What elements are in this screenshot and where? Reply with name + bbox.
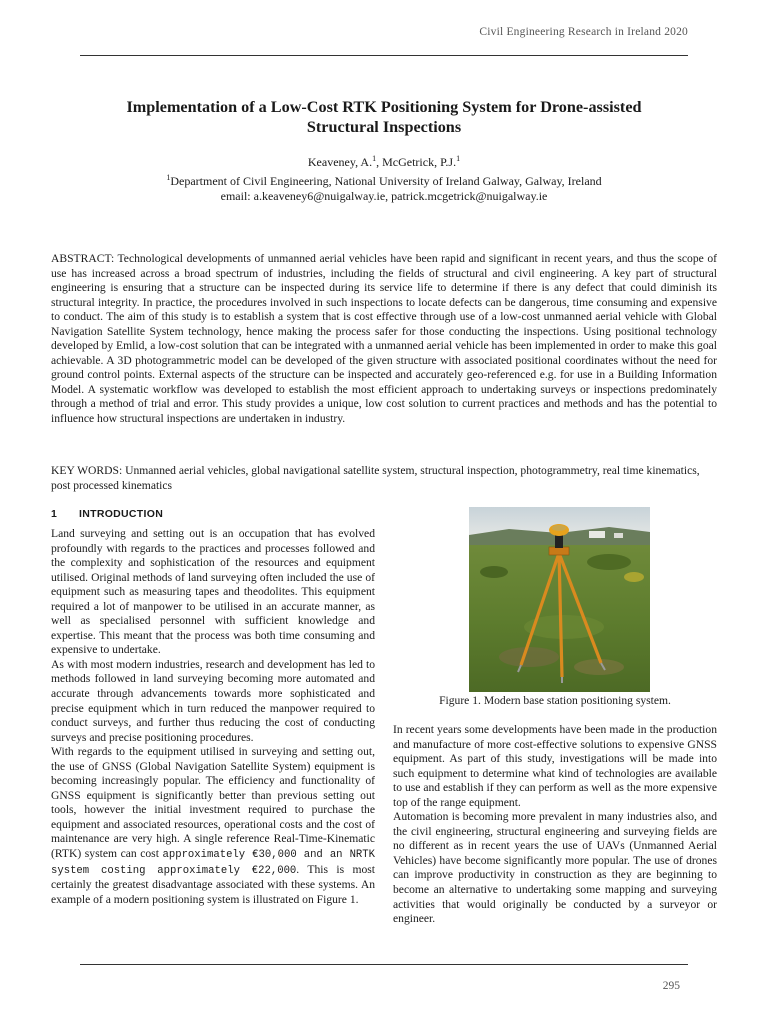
running-header: Civil Engineering Research in Ireland 2020 [479,26,688,38]
intro-paragraph-1: Land surveying and setting out is an occupation that has evolved profoundly with regards to the practices and processes followed and the complexity and sophistication of the resources and equipment utilised. Original methods of land surveying often included the use of equipment such as measuring tapes and theodolites. This equipment required a lot of manpower to be utilised in an accurate manner, as well as specialised personnel with sufficient knowledge and expertise. This meant that the process was both time consuming and expensive to undertake. [51,527,375,657]
intro-paragraph-5: Automation is becoming more prevalent in many industries also, and the civil engineering, structural engineering and surveying fields are no different as in recent years the use of UAVs (Unmanned Aerial Vehicles) have become significantly more popular. The use of drones can improve productivity in construction as they are beginning to become an alternative to undertaking some mapping and surveying activities that would originally be conducted by a surveyor or engineer. [393,810,717,926]
right-column [393,723,717,927]
section-heading [51,508,163,520]
p3-end: . This is most certainly the greatest disadvantage associated with these systems. An example of a modern positioning system is illustrated on Figure 1. [51,862,375,906]
author-second: , McGetrick, P.J. [376,155,457,169]
abstract: ABSTRACT: Technological developments of unmanned aerial vehicles have been rapid and significant in recent years, and thus the scope of use has increased across a broad spectrum of industries, including the fields of structural and civil engineering. A key part of structural engineering is ensuring that a structure can be inspected during its service life to determine if there is any defect that could diminish its structural integrity. In practice, the procedures involved in such inspections to locate defects can be dangerous, time consuming and expensive to conduct. The aim of this study is to establish a system that is cost effective through use of a low-cost unmanned aerial vehicle with Global Navigation Satellite System technology, hence making the process safer for those conducting the inspections. Using positional technology developed by Emlid, a low-cost solution that can be integrated with a unmanned aerial vehicle has been implemented in order to make this goal achievable. A 3D photogrammetric model can be developed of the given structure with associated positional coordinates without the need for ground control points. External aspects of the structure can be inspected and accurately geo-referenced e.g. for use in a Building Information Model. A systematic workflow was developed to establish the most efficient approach to undertaking surveys or inspections predominately through a method of trial and error. This study provides a unique, low cost solution to current practices and methods and has the potential to influence how structural inspections are undertaken in industry. [51,252,717,426]
aff-mark-2: 1 [456,154,461,163]
left-column [51,527,375,907]
footer-rule [80,964,688,965]
paper-title [70,97,698,137]
author-names [60,151,708,170]
p3-start: With regards to the equipment utilised in surveying and setting out, the use of GNSS (Global Navigation Satellite System) equipment is becoming increasingly popular. The efficiency and functionality of GNSS equipment is significantly better than previous setting out tools, however the initial investment required to purchase the equipment and associated resources, operational costs and the cost of maintenance are very high. A single reference Real-Time-Kinematic (RTK) system can cost [51,745,375,861]
email-line: email: a.keaveney6@nuigalway.ie, patrick.mcgetrick@nuigalway.ie [220,189,548,203]
figure-1-photo [469,507,650,692]
intro-paragraph-2: As with most modern industries, research and development has led to methods followed in land surveying becoming more automated and accurate through advancements towards more sophisticated and precise equipment which in turn reduced the manpower required to conduct surveys, and further thus reducing the cost of conducting surveys and precise positioning procedures. [51,657,375,744]
title-line-2: Structural Inspections [306,118,462,136]
author-block [60,151,708,204]
section-number: 1 [51,508,58,520]
intro-paragraph-4: In recent years some developments have been made in the production and manufacture of more cost-effective solutions to expensive GNSS equipment. As part of this study, investigations will be made into such equipment to determine what kind of technologies are available to use and establish if they can perform as well as the more expensive top of the range equipment. [393,723,717,809]
header-rule [80,55,688,56]
keywords: KEY WORDS: Unmanned aerial vehicles, global navigational satellite system, structural inspection, photogrammetry, real time kinematics, post processed kinematics [51,464,700,492]
title-line-1: Implementation of a Low-Cost RTK Positioning System for Drone-assisted [126,98,642,116]
tripod-photo-illustration [469,507,650,692]
author-first: Keaveney, A. [307,155,373,169]
aff-mark-1: 1 [372,154,377,163]
affiliation-text: Department of Civil Engineering, National University of Ireland Galway, Galway, Ireland [170,174,602,188]
section-title: INTRODUCTION [79,508,164,520]
intro-paragraph-3 [51,745,375,907]
figure-1-caption: Figure 1. Modern base station positioning system. [439,694,671,707]
affiliation [60,170,708,189]
aff-mark-3: 1 [166,173,171,182]
page-number: 295 [662,980,680,992]
p3-cost-figures: approximately €30,000 and an NRTK system costing approximately €22,000 [51,849,376,877]
